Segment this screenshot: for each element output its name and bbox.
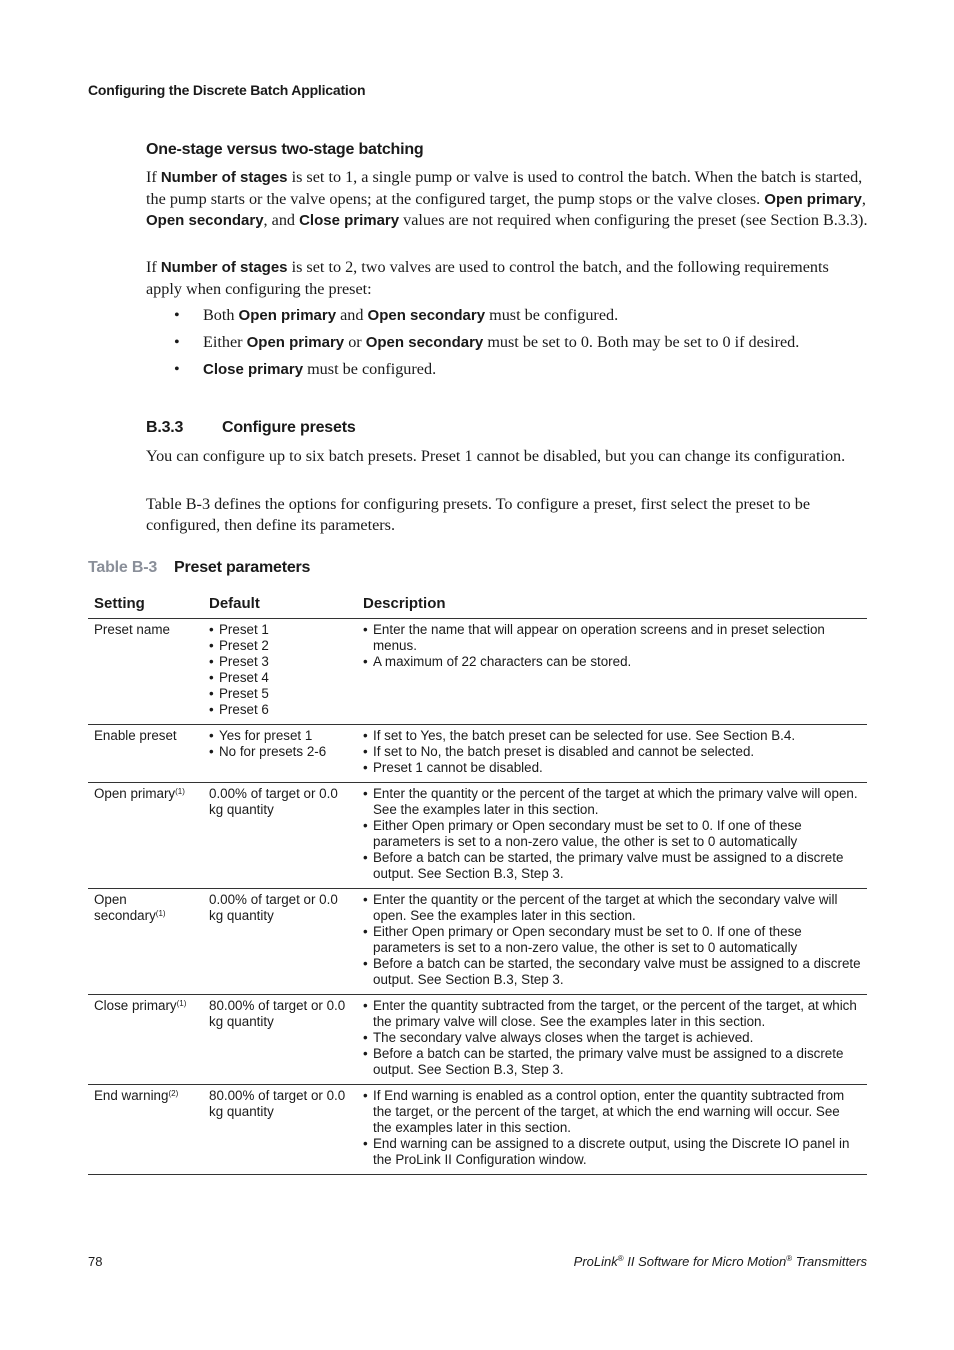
setting-name: Close primary (94, 998, 177, 1013)
cell-description (357, 889, 867, 995)
cell-description (357, 725, 867, 783)
description-item: • A maximum of 22 characters can be stored. (363, 654, 861, 670)
cell-default (203, 783, 357, 889)
cell-description (357, 783, 867, 889)
list-item: • Close primary must be configured. (174, 360, 437, 378)
preset-parameters-table (88, 593, 867, 1175)
description-item: • If set to No, the batch preset is disabled and cannot be selected. (363, 744, 861, 760)
default-value: 80.00% of target or 0.0 kg quantity (209, 998, 346, 1029)
cell-description (357, 619, 867, 725)
default-value: 0.00% of target or 0.0 kg quantity (209, 892, 338, 923)
cell-setting (88, 1085, 203, 1175)
default-item: • Preset 2 (209, 638, 351, 654)
description-item: • Either Open primary or Open secondary must be set to 0. If one of these parameters is set to a non-zero value, the other is set to 0 automatically (363, 818, 861, 850)
table-row (88, 995, 867, 1085)
description-item: • Enter the quantity or the percent of the target at which the primary valve will open. See the examples later in this section. (363, 786, 861, 818)
list-item: • Either Open primary or Open secondary must be set to 0. Both may be set to 0 if desired. (174, 333, 800, 351)
paragraph-presets-intro: You can configure up to six batch presets. Preset 1 cannot be disabled, but you can change its configuration. (146, 447, 846, 465)
footnote-marker: (2) (168, 1089, 179, 1098)
footnote-marker: (1) (176, 999, 187, 1008)
cell-default (203, 1085, 357, 1175)
section-heading-batching: One-stage versus two-stage batching (146, 141, 424, 158)
setting-name: Preset name (94, 622, 170, 637)
running-head: Configuring the Discrete Batch Application (88, 82, 366, 98)
cell-setting (88, 725, 203, 783)
setting-name: Enable preset (94, 728, 177, 743)
setting-name: Open primary (94, 786, 176, 801)
cell-default (203, 619, 357, 725)
paragraph-two-stage: If Number of stages is set to 2, two valves are used to control the batch, and the following requirements apply when configuring the preset: (146, 258, 829, 298)
default-value: 0.00% of target or 0.0 kg quantity (209, 786, 338, 817)
column-header-default: Default (203, 593, 357, 619)
paragraph-presets-table-ref: Table B-3 defines the options for configuring presets. To configure a preset, first select the preset to be configured, then define its parameters. (146, 495, 811, 534)
cell-description (357, 995, 867, 1085)
description-item: • Preset 1 cannot be disabled. (363, 760, 861, 776)
section-title: Configure presets (222, 419, 356, 436)
default-item: • Preset 3 (209, 654, 351, 670)
page-number: 78 (88, 1254, 103, 1269)
footnote-marker: (1) (175, 787, 185, 796)
default-item: • Preset 1 (209, 622, 351, 638)
cell-description (357, 1085, 867, 1175)
description-item: • End warning can be assigned to a discrete output, using the Discrete IO panel in the ProLink II Configuration window. (363, 1136, 861, 1168)
description-item: • Before a batch can be started, the primary valve must be assigned to a discrete output. See Section B.3, Step 3. (363, 1046, 861, 1078)
column-header-setting: Setting (88, 593, 203, 619)
cell-setting (88, 619, 203, 725)
table-row (88, 619, 867, 725)
footer-title: ProLink® II Software for Micro Motion® Transmitters (573, 1254, 867, 1269)
table-row (88, 783, 867, 889)
default-item: • Preset 5 (209, 686, 351, 702)
default-item: • No for presets 2-6 (209, 744, 351, 760)
description-item: • Enter the quantity subtracted from the target, or the percent of the target, at which the primary valve will close. See the examples later in this section. (363, 998, 861, 1030)
cell-setting (88, 995, 203, 1085)
description-item: • The secondary valve always closes when the target is achieved. (363, 1030, 861, 1046)
footnote-marker: (1) (155, 909, 166, 918)
default-item: • Yes for preset 1 (209, 728, 351, 744)
table-row (88, 725, 867, 783)
description-item: • Before a batch can be started, the primary valve must be assigned to a discrete output. See Section B.3, Step 3. (363, 850, 861, 882)
paragraph-one-stage: If Number of stages is set to 1, a single pump or valve is used to control the batch. When the batch is started, the pump starts or the valve opens; at the configured target, the pump stops or the valve closes. Open primary, Open secondary, and Close primary values are not required when configuring the preset (see Section B.3.3). (146, 168, 868, 229)
default-value: 80.00% of target or 0.0 kg quantity (209, 1088, 346, 1119)
cell-default (203, 725, 357, 783)
description-item: • If set to Yes, the batch preset can be selected for use. See Section B.4. (363, 728, 861, 744)
column-header-description: Description (357, 593, 867, 619)
description-item: • Either Open primary or Open secondary must be set to 0. If one of these parameters is set to a non-zero value, the other is set to 0 automatically (363, 924, 861, 956)
table-title: Preset parameters (174, 559, 311, 576)
table-row (88, 889, 867, 995)
table-label: Table B-3 (88, 559, 158, 576)
description-item: • Enter the name that will appear on operation screens and in preset selection menus. (363, 622, 861, 654)
cell-setting (88, 889, 203, 995)
description-item: • Before a batch can be started, the secondary valve must be assigned to a discrete output. See Section B.3, Step 3. (363, 956, 861, 988)
cell-default (203, 889, 357, 995)
setting-name: Open secondary (94, 892, 156, 923)
cell-setting (88, 783, 203, 889)
list-item: • Both Open primary and Open secondary must be configured. (174, 306, 619, 324)
description-item: • If End warning is enabled as a control option, enter the quantity subtracted from the target, or the percent of the target, at which the end warning will occur. See the examples later in this section. (363, 1088, 861, 1136)
setting-name: End warning (94, 1088, 169, 1103)
requirements-list (174, 305, 874, 386)
cell-default (203, 995, 357, 1085)
default-item: • Preset 6 (209, 702, 351, 718)
table-body (88, 619, 867, 1175)
default-item: • Preset 4 (209, 670, 351, 686)
description-item: • Enter the quantity or the percent of the target at which the secondary valve will open. See the examples later in this section. (363, 892, 861, 924)
table-row (88, 1085, 867, 1175)
section-number: B.3.3 (146, 419, 184, 436)
table-header-row (88, 593, 867, 619)
